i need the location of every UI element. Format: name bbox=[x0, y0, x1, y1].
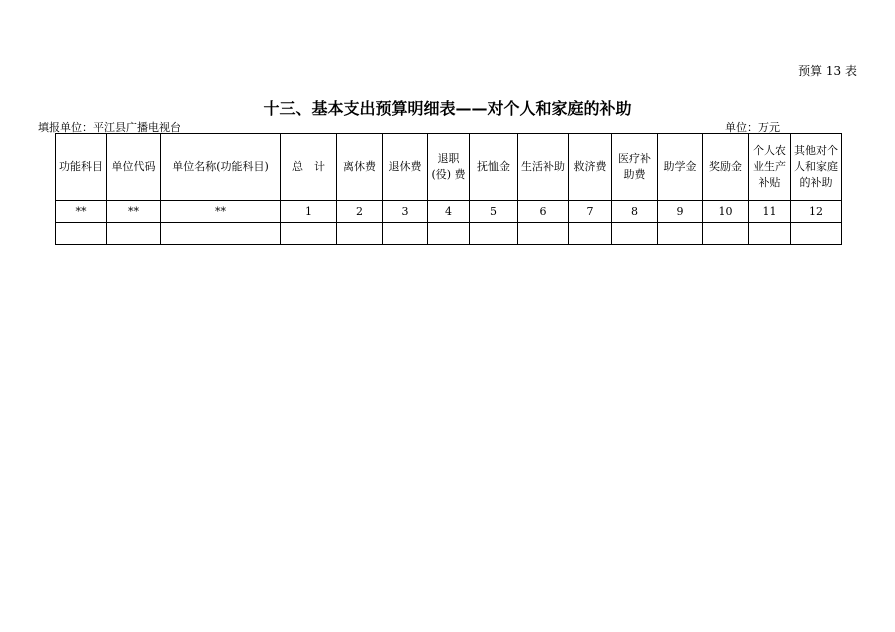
header-cell: 其他对个 人和家庭 的补助 bbox=[791, 134, 842, 201]
table-cell bbox=[518, 223, 569, 245]
table-row bbox=[56, 201, 842, 223]
table-cell: 5 bbox=[470, 201, 518, 223]
table-cell bbox=[703, 223, 749, 245]
table-cell: ** bbox=[107, 201, 161, 223]
table-header-row bbox=[56, 134, 842, 201]
subsidy-detail-table bbox=[55, 133, 842, 245]
header-cell: 退职 (役) 费 bbox=[428, 134, 470, 201]
table-cell: 6 bbox=[518, 201, 569, 223]
table-cell: ** bbox=[161, 201, 281, 223]
table-cell bbox=[470, 223, 518, 245]
table-cell bbox=[658, 223, 703, 245]
table-cell bbox=[383, 223, 428, 245]
table-cell bbox=[428, 223, 470, 245]
table-cell bbox=[337, 223, 383, 245]
header-cell: 医疗补 助费 bbox=[612, 134, 658, 201]
currency-unit: 单位：万元 bbox=[725, 121, 780, 134]
header-cell: 个人农 业生产 补贴 bbox=[749, 134, 791, 201]
table-cell: ** bbox=[56, 201, 107, 223]
table-cell: 10 bbox=[703, 201, 749, 223]
header-cell: 助学金 bbox=[658, 134, 703, 201]
page-title: 十三、基本支出预算明细表——对个人和家庭的补助 bbox=[263, 99, 632, 118]
header-cell: 生活补助 bbox=[518, 134, 569, 201]
table-cell: 12 bbox=[791, 201, 842, 223]
form-number: 预算 13 表 bbox=[798, 64, 857, 78]
header-cell: 救济费 bbox=[569, 134, 612, 201]
header-cell: 单位代码 bbox=[107, 134, 161, 201]
table-cell bbox=[612, 223, 658, 245]
header-cell: 功能科目 bbox=[56, 134, 107, 201]
filling-unit: 填报单位：平江县广播电视台 bbox=[38, 121, 181, 134]
header-cell: 抚恤金 bbox=[470, 134, 518, 201]
table-cell bbox=[161, 223, 281, 245]
table-cell: 8 bbox=[612, 201, 658, 223]
table-cell bbox=[56, 223, 107, 245]
header-cell: 总 计 bbox=[281, 134, 337, 201]
table-cell: 1 bbox=[281, 201, 337, 223]
table-cell: 7 bbox=[569, 201, 612, 223]
header-cell: 退休费 bbox=[383, 134, 428, 201]
header-cell: 单位名称(功能科目) bbox=[161, 134, 281, 201]
table-cell bbox=[791, 223, 842, 245]
table-cell: 2 bbox=[337, 201, 383, 223]
table-cell: 4 bbox=[428, 201, 470, 223]
table-cell: 9 bbox=[658, 201, 703, 223]
header-cell: 离休费 bbox=[337, 134, 383, 201]
table-cell bbox=[107, 223, 161, 245]
table-cell bbox=[749, 223, 791, 245]
table-row bbox=[56, 223, 842, 245]
table-cell bbox=[569, 223, 612, 245]
table-cell bbox=[281, 223, 337, 245]
table-cell: 11 bbox=[749, 201, 791, 223]
table-cell: 3 bbox=[383, 201, 428, 223]
header-cell: 奖励金 bbox=[703, 134, 749, 201]
